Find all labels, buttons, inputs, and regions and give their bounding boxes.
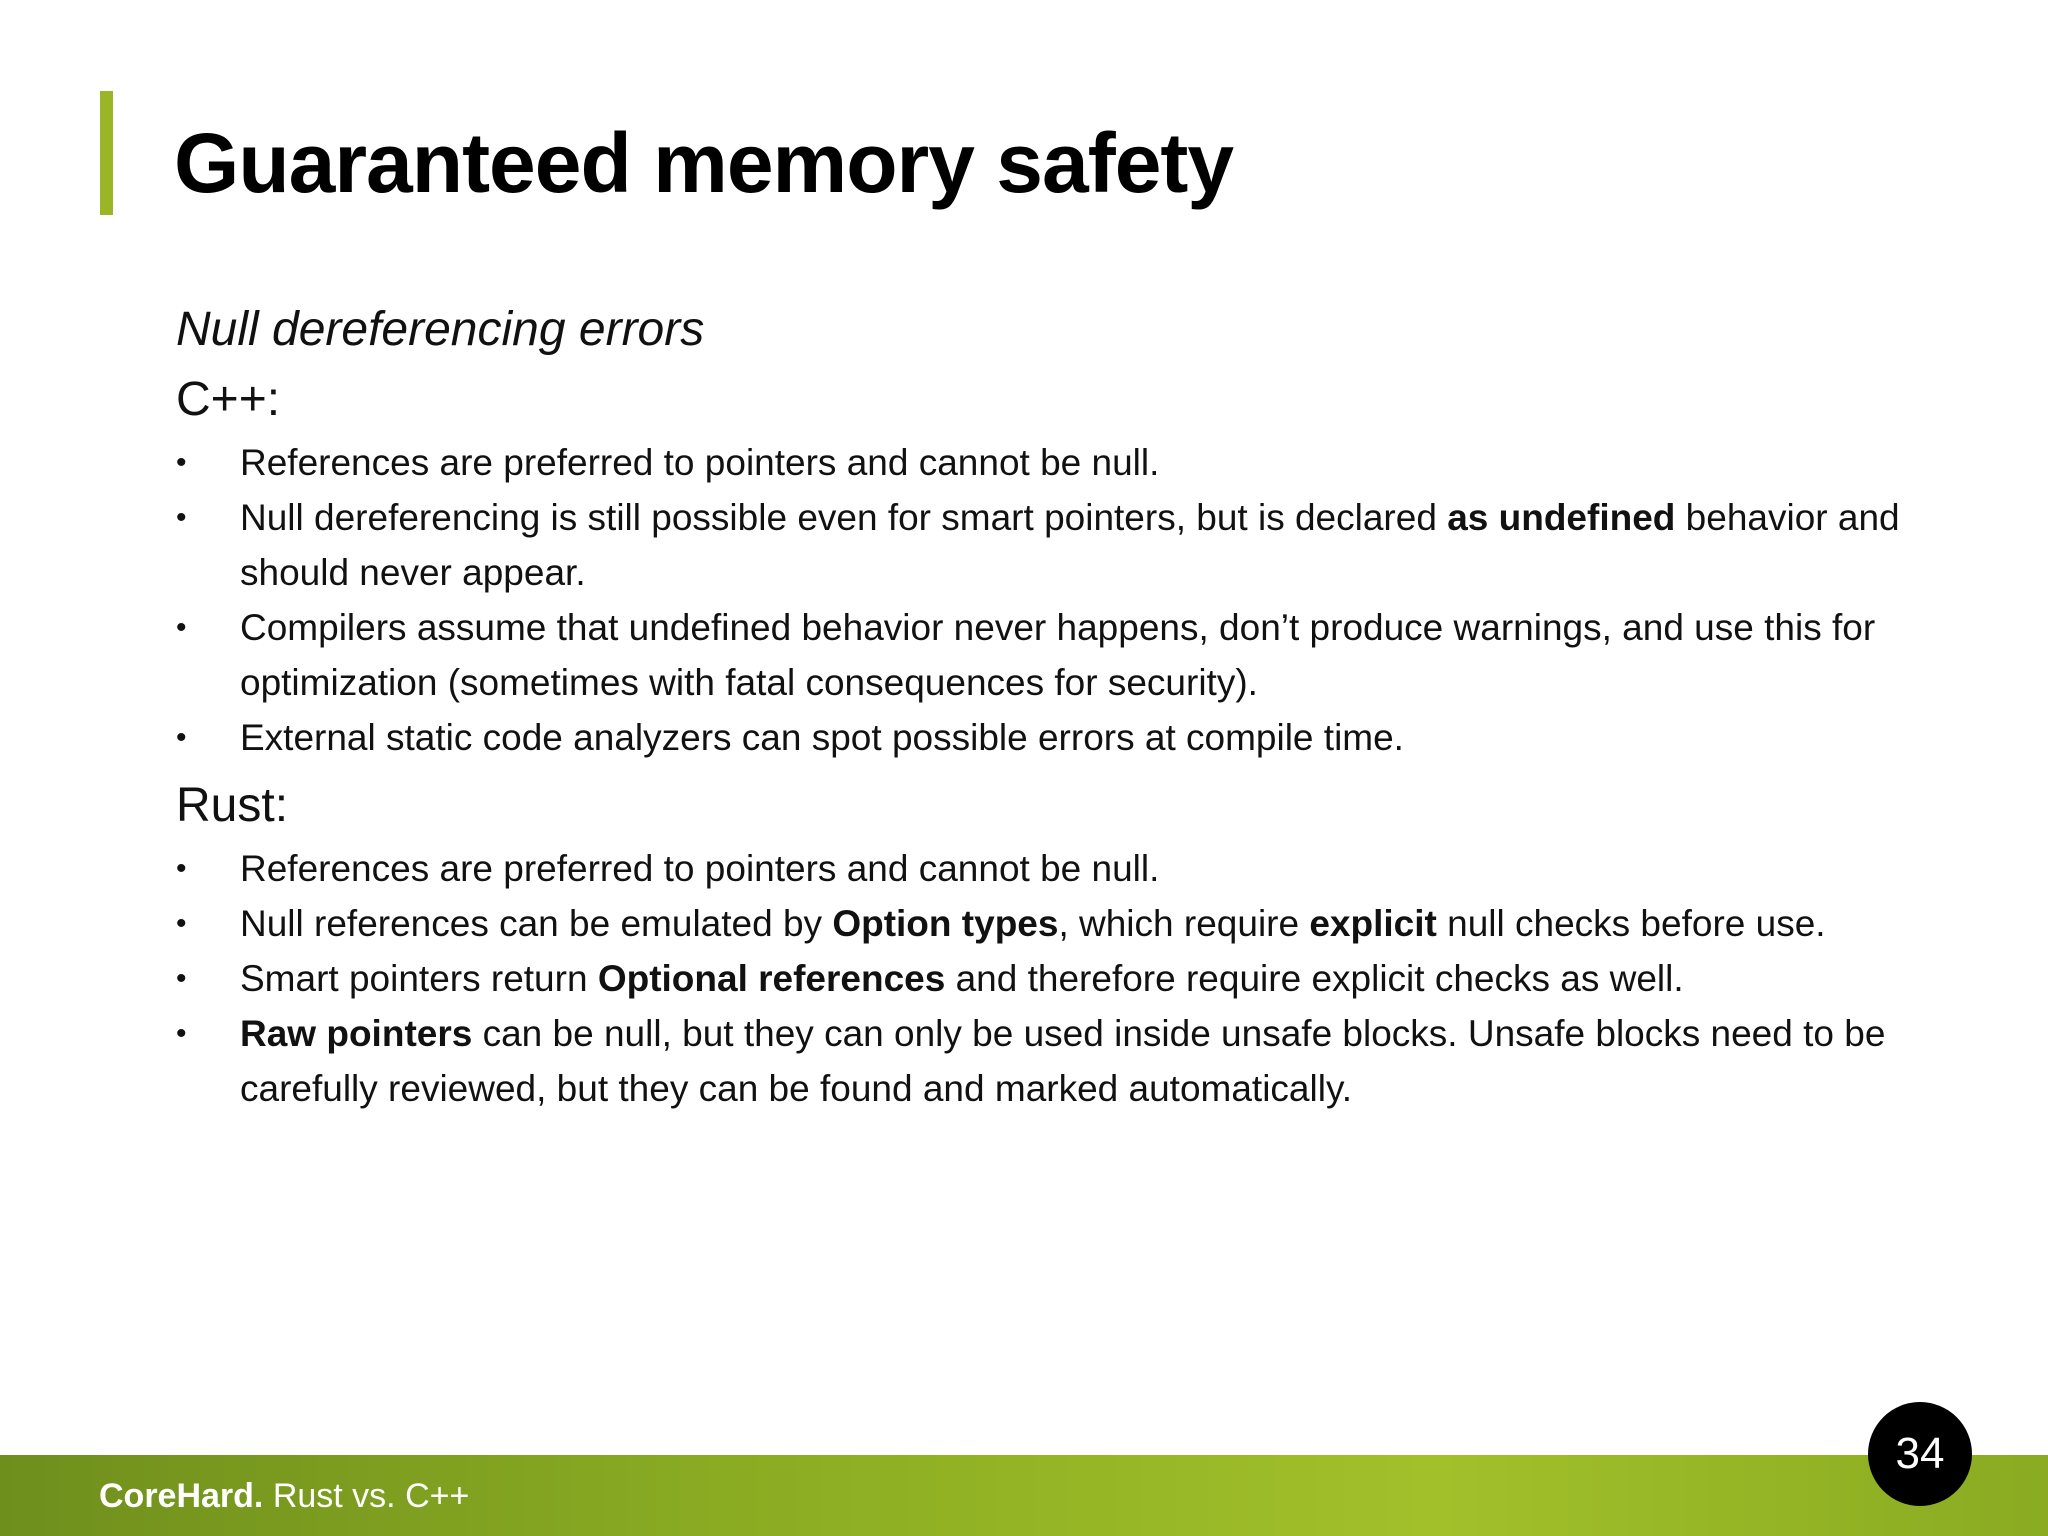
cpp-heading: C++: bbox=[176, 373, 281, 426]
bold-text: Optional references bbox=[597, 958, 946, 999]
slide-title: Guaranteed memory safety bbox=[174, 116, 1234, 210]
bullet-icon: • bbox=[176, 611, 187, 644]
bullet-text: Null dereferencing is still possible even for smart pointers, but is declared bbox=[240, 497, 1448, 538]
bold-text: Option types bbox=[832, 903, 1059, 944]
rust-bullet-list bbox=[176, 841, 1976, 1116]
cpp-bullet-item bbox=[176, 600, 1976, 710]
bullet-icon: • bbox=[176, 501, 187, 534]
bullet-text: , which require bbox=[1058, 903, 1310, 944]
cpp-bullet-item bbox=[176, 710, 1976, 765]
bullet-icon: • bbox=[176, 962, 187, 995]
bullet-text: Compilers assume that undefined behavior never happens, don’t produce warnings, and use this for optimization (sometimes with fatal consequences for security). bbox=[240, 607, 1876, 703]
bold-text: as undefined bbox=[1447, 497, 1676, 538]
rust-bullet-item bbox=[176, 896, 1976, 951]
page-number-badge: 34 bbox=[1868, 1402, 1972, 1506]
bold-text: Raw pointers bbox=[240, 1013, 473, 1054]
bullet-icon: • bbox=[176, 1017, 187, 1050]
slide-content bbox=[176, 295, 1976, 1122]
cpp-bullet-item bbox=[176, 490, 1976, 600]
cpp-bullet-list bbox=[176, 435, 1976, 765]
rust-bullet-item bbox=[176, 841, 1976, 896]
rust-bullet-item bbox=[176, 951, 1976, 1006]
bullet-text: behavior and should never appear. bbox=[240, 497, 1900, 593]
bullet-icon: • bbox=[176, 852, 187, 885]
bullet-text: can be null, but they can only be used inside unsafe blocks. Unsafe blocks need to be carefully reviewed, but they can be found and marked automatically. bbox=[240, 1013, 1886, 1109]
bold-text: explicit bbox=[1309, 903, 1437, 944]
bullet-icon: • bbox=[176, 907, 187, 940]
title-accent-bar bbox=[100, 91, 113, 215]
bullet-icon: • bbox=[176, 721, 187, 754]
bullet-text: Smart pointers return bbox=[240, 958, 598, 999]
footer-text bbox=[99, 1474, 469, 1518]
bullet-text: and therefore require explicit checks as well. bbox=[945, 958, 1684, 999]
bullet-text: null checks before use. bbox=[1436, 903, 1826, 944]
footer-brand: CoreHard. bbox=[99, 1477, 264, 1515]
rust-heading: Rust: bbox=[176, 779, 289, 832]
bullet-text: Null references can be emulated by bbox=[240, 903, 833, 944]
bullet-text: References are preferred to pointers and cannot be null. bbox=[240, 442, 1160, 483]
slide-subtitle: Null dereferencing errors bbox=[176, 303, 705, 356]
bullet-text: External static code analyzers can spot possible errors at compile time. bbox=[240, 717, 1404, 758]
footer-caption: Rust vs. C++ bbox=[263, 1477, 470, 1515]
cpp-bullet-item bbox=[176, 435, 1976, 490]
rust-bullet-item bbox=[176, 1006, 1976, 1116]
bullet-text: References are preferred to pointers and cannot be null. bbox=[240, 848, 1160, 889]
bullet-icon: • bbox=[176, 446, 187, 479]
